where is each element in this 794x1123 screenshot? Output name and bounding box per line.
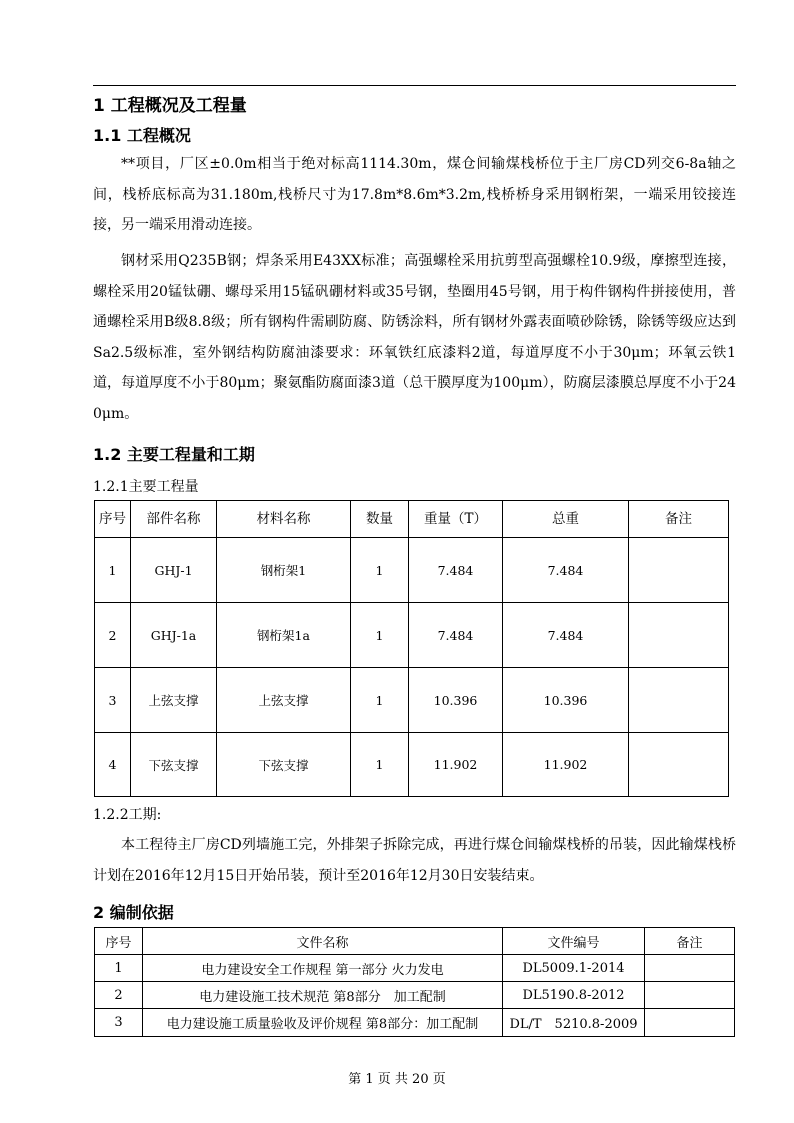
cell-doc-number: DL5190.8-2012 bbox=[503, 982, 645, 1009]
cell-material: 上弦支撑 bbox=[217, 668, 351, 733]
cell-quantity: 1 bbox=[351, 603, 409, 668]
col-header-remark: 备注 bbox=[645, 928, 735, 955]
schedule-paragraph: 本工程待主厂房CD列墙施工完，外排架子拆除完成，再进行煤仓间输煤栈桥的吊装，因此输煤栈桥计划在2016年12月15日开始吊装，预计至2016年12月30日安装结束。 bbox=[93, 837, 736, 884]
cell-index: 1 bbox=[95, 955, 143, 982]
overview-paragraph: **项目，厂区±0.0m相当于绝对标高1114.30m，煤仓间输煤栈桥位于主厂房CD列交6-8a轴之间，栈桥底标高为31.180m,栈桥尺寸为17.8m*8.6m*3.2m,栈桥桥身采用钢桁架，一端采用铰接连接，另一端采用滑动连接。 bbox=[93, 156, 736, 233]
cell-weight: 11.902 bbox=[409, 733, 503, 797]
cell-part-name: GHJ-1 bbox=[131, 538, 217, 603]
col-header-part-name: 部件名称 bbox=[131, 501, 217, 538]
cell-total: 7.484 bbox=[503, 603, 629, 668]
cell-remark bbox=[629, 668, 729, 733]
cell-doc-number: DL5009.1-2014 bbox=[503, 955, 645, 982]
cell-remark bbox=[645, 982, 735, 1009]
col-header-index: 序号 bbox=[95, 501, 131, 538]
col-header-total: 总重 bbox=[503, 501, 629, 538]
table-row bbox=[95, 982, 735, 1009]
cell-index: 2 bbox=[95, 982, 143, 1009]
cell-remark bbox=[645, 1009, 735, 1037]
cell-index: 4 bbox=[95, 733, 131, 797]
table-header-row bbox=[95, 928, 735, 955]
cell-doc-name: 电力建设施工技术规范 第8部分 加工配制 bbox=[143, 982, 503, 1009]
col-header-weight: 重量（T） bbox=[409, 501, 503, 538]
cell-weight: 10.396 bbox=[409, 668, 503, 733]
materials-paragraph: 钢材采用Q235B钢；焊条采用E43XX标准；高强螺栓采用抗剪型高强螺栓10.9级，摩擦型连接，螺栓采用20锰钛硼、螺母采用15锰矾硼材料或35号钢，垫圈用45号钢，用于构件钢构件拼接使用，普通螺栓采用B级8.8级；所有钢构件需刷防腐、防锈涂料，所有钢材外露表面喷砂除锈，除锈等级应达到Sa2.5级标准，室外钢结构防腐油漆要求：环氧铁红底漆料2道，每道厚度不小于30μm；环氧云铁1道，每道厚度不小于80μm；聚氨酯防腐面漆3道（总干膜厚度为100μm），防腐层漆膜总厚度不小于240μm。 bbox=[93, 253, 736, 422]
section-1-2-1-title: 1.2.1主要工程量 bbox=[93, 479, 199, 495]
cell-total: 7.484 bbox=[503, 538, 629, 603]
cell-weight: 7.484 bbox=[409, 538, 503, 603]
cell-index: 3 bbox=[95, 668, 131, 733]
cell-part-name: 上弦支撑 bbox=[131, 668, 217, 733]
cell-weight: 7.484 bbox=[409, 603, 503, 668]
col-header-doc-number: 文件编号 bbox=[503, 928, 645, 955]
table-row bbox=[95, 603, 729, 668]
table-header-row bbox=[95, 501, 729, 538]
col-header-material: 材料名称 bbox=[217, 501, 351, 538]
cell-part-name: 下弦支撑 bbox=[131, 733, 217, 797]
cell-material: 钢桁架1a bbox=[217, 603, 351, 668]
table-row bbox=[95, 538, 729, 603]
cell-remark bbox=[645, 955, 735, 982]
cell-part-name: GHJ-1a bbox=[131, 603, 217, 668]
table-row bbox=[95, 668, 729, 733]
cell-index: 1 bbox=[95, 538, 131, 603]
cell-index: 3 bbox=[95, 1009, 143, 1037]
col-header-index: 序号 bbox=[95, 928, 143, 955]
table-row bbox=[95, 733, 729, 797]
cell-total: 11.902 bbox=[503, 733, 629, 797]
section-1-title: 1 工程概况及工程量 bbox=[93, 96, 247, 116]
cell-material: 钢桁架1 bbox=[217, 538, 351, 603]
cell-doc-name: 电力建设安全工作规程 第一部分 火力发电 bbox=[143, 955, 503, 982]
table-row bbox=[95, 1009, 735, 1037]
cell-quantity: 1 bbox=[351, 668, 409, 733]
cell-remark bbox=[629, 603, 729, 668]
cell-doc-number: DL/T 5210.8-2009 bbox=[503, 1009, 645, 1037]
cell-index: 2 bbox=[95, 603, 131, 668]
col-header-remark: 备注 bbox=[629, 501, 729, 538]
table-row bbox=[95, 955, 735, 982]
quantity-table bbox=[94, 500, 729, 797]
cell-quantity: 1 bbox=[351, 733, 409, 797]
cell-quantity: 1 bbox=[351, 538, 409, 603]
cell-remark bbox=[629, 733, 729, 797]
cell-material: 下弦支撑 bbox=[217, 733, 351, 797]
section-1-2-title: 1.2 主要工程量和工期 bbox=[93, 445, 255, 464]
section-1-2-2-title: 1.2.2工期: bbox=[93, 807, 162, 823]
col-header-doc-name: 文件名称 bbox=[143, 928, 503, 955]
page-footer: 第 1 页 共 20 页 bbox=[348, 1072, 446, 1087]
basis-table bbox=[94, 927, 735, 1037]
header-rule bbox=[93, 85, 736, 86]
cell-doc-name: 电力建设施工质量验收及评价规程 第8部分：加工配制 bbox=[143, 1009, 503, 1037]
section-1-1-title: 1.1 工程概况 bbox=[93, 126, 191, 145]
col-header-quantity: 数量 bbox=[351, 501, 409, 538]
section-2-title: 2 编制依据 bbox=[93, 903, 174, 922]
cell-total: 10.396 bbox=[503, 668, 629, 733]
cell-remark bbox=[629, 538, 729, 603]
